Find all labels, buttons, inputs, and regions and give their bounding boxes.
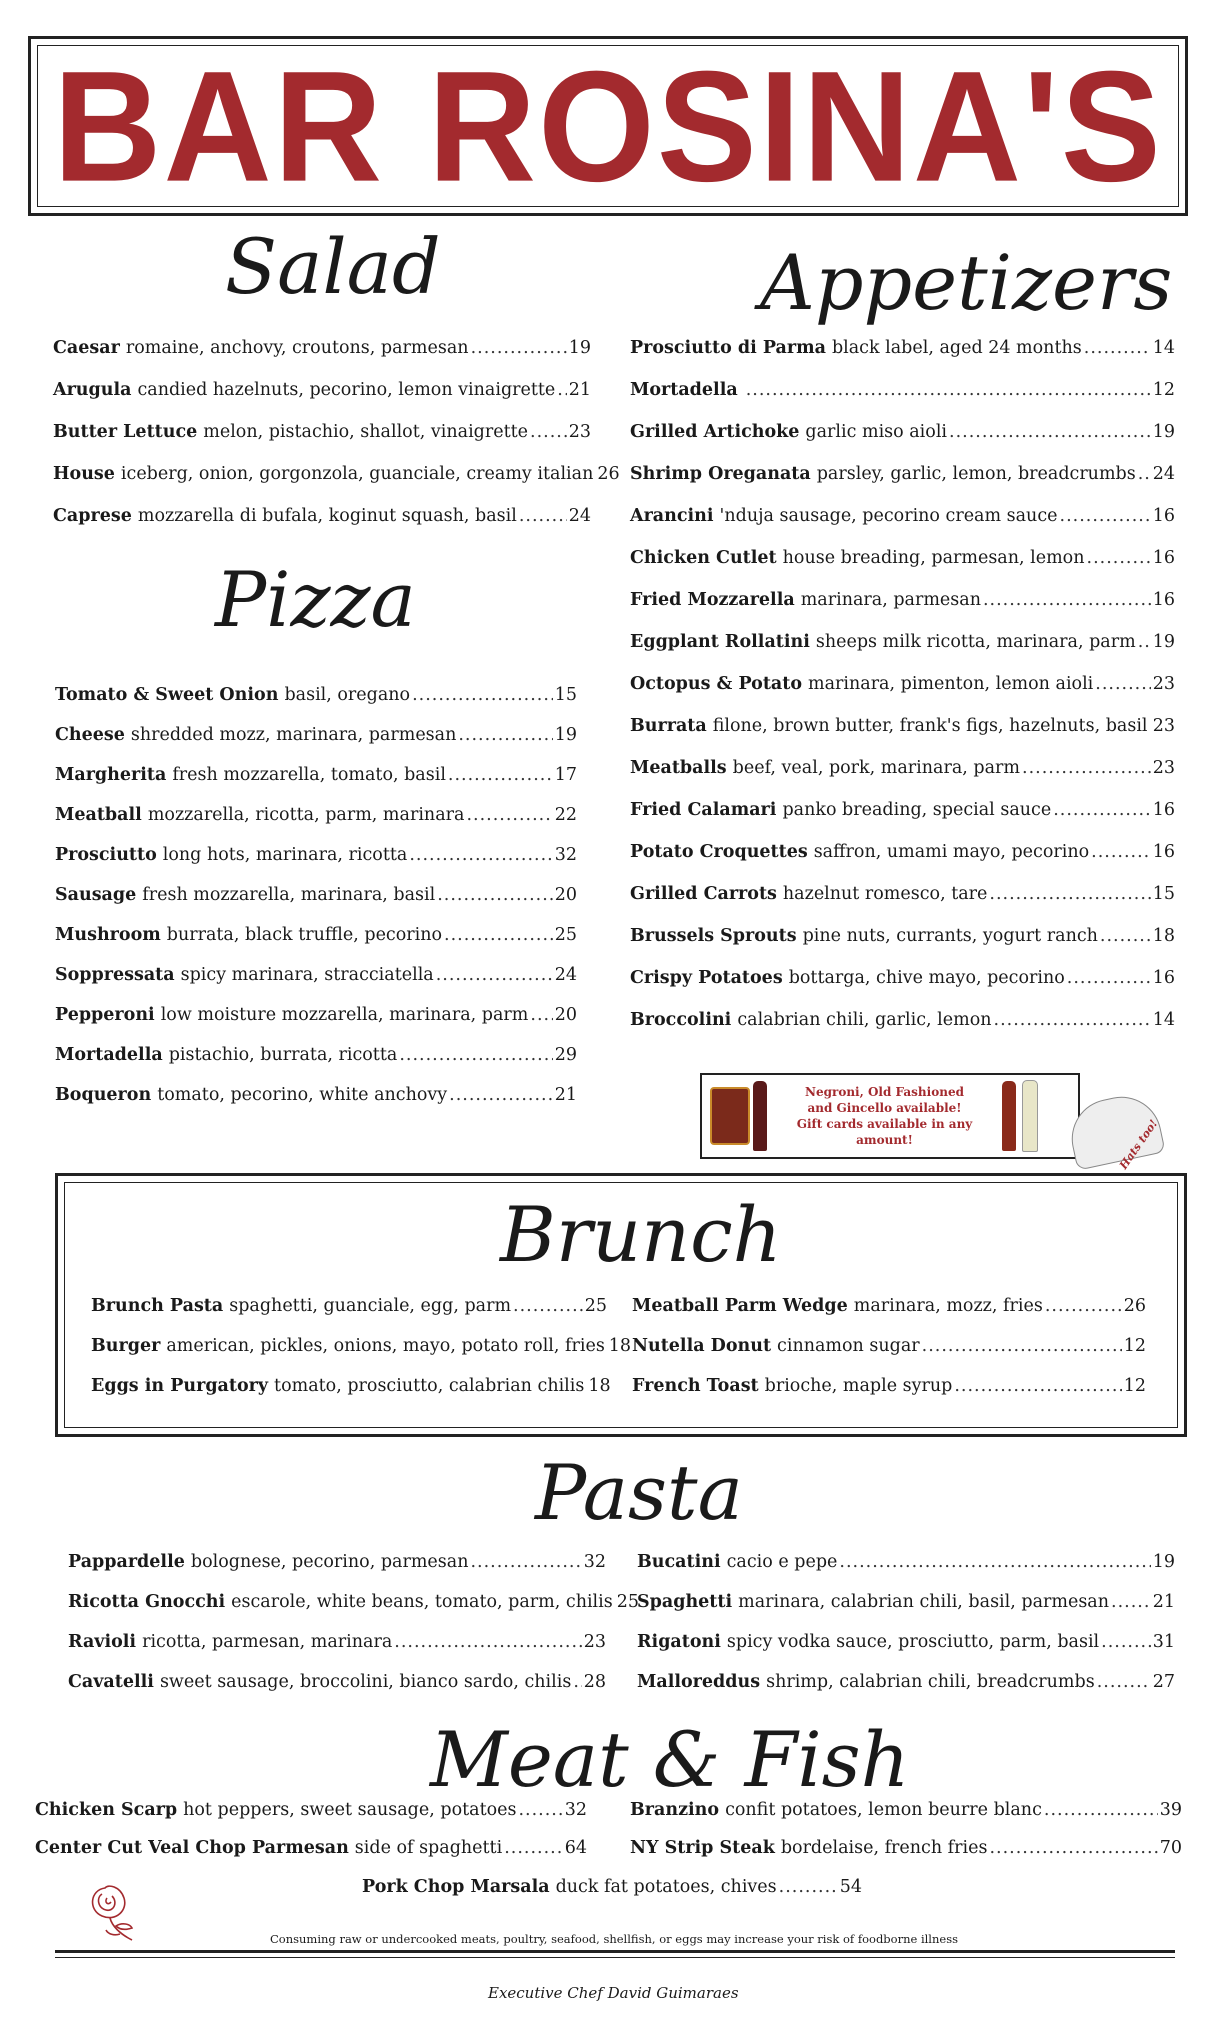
- menu-item-price: 64: [564, 1838, 587, 1858]
- menu-item-description: iceberg, onion, gorgonzola, guanciale, creamy italian: [120, 464, 594, 484]
- menu-item: [68, 1552, 606, 1573]
- section-title-meat-fish: Meat & Fish: [430, 1715, 910, 1804]
- menu-item-price: 18: [1152, 926, 1175, 946]
- leader-dots: [530, 1005, 552, 1026]
- menu-item-name: Mushroom: [55, 925, 161, 945]
- menu-item-price: 22: [554, 805, 577, 825]
- menu-item-description: ricotta, parmesan, marinara: [142, 1632, 393, 1652]
- menu-item: [630, 800, 1175, 821]
- menu-item-price: 16: [1152, 506, 1175, 526]
- menu-item-price: 70: [1159, 1838, 1182, 1858]
- menu-item-name: Margherita: [55, 765, 167, 785]
- leader-dots: [519, 506, 567, 527]
- menu-item-price: 12: [1123, 1336, 1146, 1356]
- menu-item: [630, 1838, 1182, 1859]
- leader-dots: [989, 1838, 1157, 1859]
- menu-item-price: 26: [597, 464, 620, 484]
- menu-item: [632, 1296, 1146, 1317]
- menu-item-name: Burger: [91, 1336, 161, 1356]
- menu-item-name: Octopus & Potato: [630, 674, 802, 694]
- menu-item-description: melon, pistachio, shallot, vinaigrette: [203, 422, 529, 442]
- section-title-brunch: Brunch: [500, 1190, 782, 1279]
- sauce-jar-image: [710, 1087, 750, 1145]
- menu-item-name: Meatball Parm Wedge: [632, 1296, 848, 1316]
- menu-item-name: Burrata: [630, 716, 707, 736]
- menu-item-price: 32: [583, 1552, 606, 1572]
- menu-item-description: filone, brown butter, frank's figs, hazelnuts, basil: [712, 716, 1148, 736]
- leader-dots: [954, 1376, 1121, 1397]
- menu-item-price: 21: [1152, 1592, 1175, 1612]
- section-title-pizza: Pizza: [215, 555, 416, 644]
- menu-item-price: 21: [568, 380, 591, 400]
- menu-item: [55, 965, 577, 986]
- menu-item: [35, 1838, 587, 1859]
- menu-item: [55, 805, 577, 826]
- leader-dots: [409, 845, 552, 866]
- menu-item-name: Fried Calamari: [630, 800, 777, 820]
- leader-dots: [1044, 1800, 1158, 1821]
- menu-item-name: Soppressata: [55, 965, 175, 985]
- menu-item-name: Bucatini: [637, 1552, 721, 1572]
- menu-item-price: 18: [608, 1336, 632, 1356]
- menu-item-price: 18: [588, 1376, 611, 1396]
- menu-item-name: Brussels Sprouts: [630, 926, 797, 946]
- menu-item-description: fresh mozzarella, tomato, basil: [172, 765, 446, 785]
- menu-item-description: shredded mozz, marinara, parmesan: [130, 725, 457, 745]
- menu-item-description: pistachio, burrata, ricotta: [168, 1045, 398, 1065]
- menu-item-name: Eggs in Purgatory: [91, 1376, 269, 1396]
- menu-item-description: panko breading, special sauce: [782, 800, 1052, 820]
- menu-item: [630, 380, 1175, 401]
- menu-item-name: Cheese: [55, 725, 125, 745]
- menu-item-name: Chicken Cutlet: [630, 548, 777, 568]
- leader-dots: [518, 1800, 562, 1821]
- leader-dots: [1045, 1296, 1122, 1317]
- menu-item-name: Boqueron: [55, 1085, 152, 1105]
- menu-item: [630, 884, 1175, 905]
- menu-item-name: Chicken Scarp: [35, 1800, 178, 1820]
- leader-dots: [922, 1336, 1122, 1357]
- menu-item-price: 19: [568, 338, 591, 358]
- menu-item: [630, 716, 1175, 737]
- meat-right-list: [630, 1800, 1182, 1876]
- menu-item-description: parsley, garlic, lemon, breadcrumbs: [816, 464, 1136, 484]
- leader-dots: [466, 805, 552, 826]
- menu-item-name: Mortadella: [630, 380, 738, 400]
- menu-item: [55, 925, 577, 946]
- menu-item-price: 28: [583, 1672, 606, 1692]
- leader-dots: [949, 422, 1151, 443]
- menu-item-price: 25: [554, 925, 577, 945]
- menu-item-description: bolognese, pecorino, parmesan: [190, 1552, 469, 1572]
- menu-item-name: Ricotta Gnocchi: [68, 1592, 226, 1612]
- menu-item-name: Center Cut Veal Chop Parmesan: [35, 1838, 349, 1858]
- menu-item: [53, 338, 591, 359]
- leader-dots: [1138, 632, 1151, 653]
- menu-item-name: Pappardelle: [68, 1552, 185, 1572]
- menu-item-price: 23: [568, 422, 591, 442]
- hats-label: Hats too!: [1116, 1117, 1161, 1172]
- menu-item-name: Potato Croquettes: [630, 842, 808, 862]
- menu-item-description: fresh mozzarella, marinara, basil: [142, 885, 436, 905]
- menu-item: [55, 1085, 577, 1106]
- leader-dots: [444, 925, 553, 946]
- leader-dots: [1095, 674, 1150, 695]
- menu-item: [632, 1376, 1146, 1397]
- menu-item-price: 31: [1152, 1632, 1175, 1652]
- footer-rule-thin: [55, 1957, 1175, 1958]
- promo-line-1: Negroni, Old Fashioned: [805, 1084, 964, 1099]
- menu-item: [55, 765, 577, 786]
- menu-item-description: marinara, pimenton, lemon aioli: [808, 674, 1094, 694]
- menu-item-description: american, pickles, onions, mayo, potato roll, fries: [166, 1336, 605, 1356]
- menu-item-price: 16: [1152, 968, 1175, 988]
- menu-item-name: Fried Mozzarella: [630, 590, 795, 610]
- menu-item-name: House: [53, 464, 115, 484]
- menu-item: [53, 422, 591, 443]
- menu-item-price: 21: [554, 1085, 577, 1105]
- menu-item-name: Pork Chop Marsala: [362, 1877, 550, 1897]
- menu-item-description: cacio e pepe: [726, 1552, 838, 1572]
- leader-dots: [437, 885, 553, 906]
- menu-item-name: Rigatoni: [637, 1632, 721, 1652]
- menu-item-description: black label, aged 24 months: [831, 338, 1082, 358]
- menu-item-description: hot peppers, sweet sausage, potatoes: [183, 1800, 517, 1820]
- menu-item-price: 24: [1152, 464, 1175, 484]
- menu-item-name: Arancini: [630, 506, 714, 526]
- menu-item-price: 24: [554, 965, 577, 985]
- leader-dots: [470, 1552, 581, 1573]
- leader-dots: [779, 1877, 838, 1898]
- menu-item-description: escarole, white beans, tomato, parm, chilis: [231, 1592, 613, 1612]
- menu-item-description: candied hazelnuts, pecorino, lemon vinaigrette: [137, 380, 556, 400]
- menu-item: [630, 1800, 1182, 1821]
- promo-text: [770, 1084, 999, 1149]
- menu-item-description: mozzarella, ricotta, parm, marinara: [147, 805, 465, 825]
- leader-dots: [504, 1838, 563, 1859]
- menu-item-description: duck fat potatoes, chives: [555, 1877, 777, 1897]
- menu-item-price: 23: [1152, 674, 1175, 694]
- menu-item: [55, 1045, 577, 1066]
- menu-item-name: French Toast: [632, 1376, 759, 1396]
- menu-item-name: Ravioli: [68, 1632, 137, 1652]
- leader-dots: [399, 1045, 552, 1066]
- menu-item-name: Pepperoni: [55, 1005, 155, 1025]
- leader-dots: [1111, 1592, 1151, 1613]
- leader-dots: [839, 1552, 1150, 1573]
- menu-item-name: Eggplant Rollatini: [630, 632, 810, 652]
- leader-dots: [513, 1296, 583, 1317]
- leader-dots: [1067, 968, 1151, 989]
- leader-dots: [471, 338, 567, 359]
- leader-dots: [746, 380, 1151, 401]
- menu-item-description: house breading, parmesan, lemon: [782, 548, 1085, 568]
- menu-item: [55, 885, 577, 906]
- menu-item: [53, 506, 591, 527]
- promo-line-2: and Gincello available!: [807, 1100, 962, 1115]
- leader-dots: [1087, 548, 1151, 569]
- menu-item: [55, 845, 577, 866]
- menu-item-name: Butter Lettuce: [53, 422, 198, 442]
- menu-item-description: spicy vodka sauce, prosciutto, parm, basil: [726, 1632, 1100, 1652]
- menu-item: [68, 1672, 606, 1693]
- leader-dots: [983, 590, 1151, 611]
- leader-dots: [1097, 1672, 1151, 1693]
- leader-dots: [994, 1010, 1151, 1031]
- menu-item-price: 19: [1152, 632, 1175, 652]
- menu-item-name: Meatballs: [630, 758, 727, 778]
- leader-dots: [1060, 506, 1151, 527]
- menu-item: [53, 380, 591, 401]
- menu-item-name: Meatball: [55, 805, 142, 825]
- menu-item-description: marinara, parmesan: [800, 590, 981, 610]
- menu-item: [630, 1010, 1175, 1031]
- menu-item-description: sweet sausage, broccolini, bianco sardo, chilis: [159, 1672, 572, 1692]
- menu-item-price: 23: [1152, 758, 1175, 778]
- leader-dots: [1100, 926, 1151, 947]
- menu-item-description: romaine, anchovy, croutons, parmesan: [125, 338, 469, 358]
- menu-item-name: Mortadella: [55, 1045, 163, 1065]
- menu-item: [630, 464, 1175, 485]
- promo-line-3: Gift cards available in any amount!: [796, 1117, 973, 1148]
- menu-item: [68, 1632, 606, 1653]
- menu-item-description: tomato, prosciutto, calabrian chilis: [274, 1376, 585, 1396]
- menu-item-description: long hots, marinara, ricotta: [162, 845, 408, 865]
- menu-item-description: bottarga, chive mayo, pecorino: [788, 968, 1065, 988]
- menu-item-price: 25: [616, 1592, 640, 1612]
- menu-item-description: spaghetti, guanciale, egg, parm: [229, 1296, 512, 1316]
- menu-item-price: 12: [1152, 380, 1175, 400]
- menu-item-price: 14: [1152, 338, 1175, 358]
- menu-item: [630, 968, 1175, 989]
- menu-item-price: 54: [839, 1877, 862, 1897]
- menu-item-name: Caprese: [53, 506, 132, 526]
- menu-item-price: 32: [564, 1800, 587, 1820]
- menu-item: [630, 422, 1175, 443]
- menu-item-description: cinnamon sugar: [777, 1336, 920, 1356]
- menu-item-price: 14: [1152, 1010, 1175, 1030]
- liqueur-bottle-image: [1002, 1081, 1016, 1151]
- pizza-list: [55, 685, 577, 1125]
- menu-item-description: 'nduja sausage, pecorino cream sauce: [719, 506, 1058, 526]
- menu-item-price: 19: [554, 725, 577, 745]
- leader-dots: [1091, 842, 1151, 863]
- menu-item: [55, 1005, 577, 1026]
- menu-item-description: garlic miso aioli: [805, 422, 948, 442]
- menu-item-description: side of spaghetti: [354, 1838, 503, 1858]
- rose-icon: [80, 1880, 150, 1944]
- menu-item: [53, 464, 620, 485]
- leader-dots: [530, 422, 567, 443]
- menu-item-name: Malloreddus: [637, 1672, 761, 1692]
- menu-item-description: saffron, umami mayo, pecorino: [813, 842, 1090, 862]
- footer-rule-thick: [55, 1950, 1175, 1953]
- menu-item-name: Tomato & Sweet Onion: [55, 685, 279, 705]
- menu-item-name: Prosciutto di Parma: [630, 338, 826, 358]
- menu-item: [630, 674, 1175, 695]
- gincello-bottle-image: [1022, 1080, 1038, 1152]
- menu-item: [637, 1672, 1175, 1693]
- menu-item: [35, 1800, 587, 1821]
- menu-item-price: 16: [1152, 842, 1175, 862]
- menu-item-price: 15: [1152, 884, 1175, 904]
- menu-item-description: burrata, black truffle, pecorino: [166, 925, 443, 945]
- menu-item-description: shrimp, calabrian chili, breadcrumbs: [766, 1672, 1095, 1692]
- salad-list: [53, 338, 620, 548]
- promo-banner: [700, 1073, 1080, 1159]
- menu-item-price: 16: [1152, 800, 1175, 820]
- menu-item-name: Sausage: [55, 885, 137, 905]
- leader-dots: [1084, 338, 1151, 359]
- section-title-appetizers: Appetizers: [760, 238, 1173, 327]
- menu-item: [630, 548, 1175, 569]
- menu-item: [630, 842, 1175, 863]
- leader-dots: [412, 685, 553, 706]
- leader-dots: [436, 965, 553, 986]
- meat-center-item: [362, 1877, 862, 1898]
- menu-item-description: basil, oregano: [284, 685, 411, 705]
- menu-item-description: tomato, pecorino, white anchovy: [157, 1085, 448, 1105]
- menu-item-price: 19: [1152, 422, 1175, 442]
- menu-item-description: hazelnut romesco, tare: [782, 884, 988, 904]
- pasta-left-list: [68, 1552, 640, 1712]
- menu-item-description: pine nuts, currants, yogurt ranch: [802, 926, 1098, 946]
- menu-item-price: 23: [1152, 716, 1175, 736]
- menu-item-name: Branzino: [630, 1800, 720, 1820]
- menu-item: [55, 685, 577, 706]
- menu-item-name: Nutella Donut: [632, 1336, 772, 1356]
- brunch-left-list: [91, 1296, 632, 1416]
- header-frame: [28, 36, 1188, 216]
- leader-dots: [573, 1672, 581, 1693]
- menu-item: [637, 1552, 1175, 1573]
- menu-item-description: beef, veal, pork, marinara, parm: [732, 758, 1020, 778]
- menu-item: [637, 1592, 1175, 1613]
- leader-dots: [1053, 800, 1151, 821]
- menu-item: [91, 1376, 611, 1397]
- section-title-pasta: Pasta: [535, 1448, 743, 1537]
- menu-item-description: low moisture mozzarella, marinara, parm: [160, 1005, 529, 1025]
- menu-item-price: 27: [1152, 1672, 1175, 1692]
- pasta-right-list: [637, 1552, 1175, 1712]
- menu-item: [637, 1632, 1175, 1653]
- menu-item-price: 15: [554, 685, 577, 705]
- menu-item: [632, 1336, 1146, 1357]
- menu-item: [91, 1296, 607, 1317]
- menu-item-price: 19: [1152, 1552, 1175, 1572]
- leader-dots: [448, 765, 553, 786]
- header-inner-border: [37, 37, 1179, 215]
- menu-item-price: 29: [554, 1045, 577, 1065]
- leader-dots: [1101, 1632, 1151, 1653]
- section-title-salad: Salad: [225, 222, 441, 311]
- wine-bottle-image: [753, 1081, 767, 1151]
- menu-item-name: Grilled Carrots: [630, 884, 777, 904]
- menu-item-name: Arugula: [53, 380, 132, 400]
- menu-item-name: NY Strip Steak: [630, 1838, 775, 1858]
- menu-item-name: Spaghetti: [637, 1592, 733, 1612]
- menu-item: [630, 926, 1175, 947]
- menu-item-description: confit potatoes, lemon beurre blanc: [725, 1800, 1042, 1820]
- menu-item-description: spicy marinara, stracciatella: [180, 965, 434, 985]
- menu-item-description: calabrian chili, garlic, lemon: [737, 1010, 992, 1030]
- menu-item-description: brioche, maple syrup: [764, 1376, 953, 1396]
- leader-dots: [557, 380, 566, 401]
- menu-item: [630, 506, 1175, 527]
- menu-item: [630, 338, 1175, 359]
- leader-dots: [394, 1632, 581, 1653]
- menu-item-description: mozzarella di bufala, koginut squash, basil: [137, 506, 517, 526]
- menu-item-name: Brunch Pasta: [91, 1296, 224, 1316]
- meat-left-list: [35, 1800, 587, 1876]
- menu-item-name: Prosciutto: [55, 845, 157, 865]
- menu-item-name: Caesar: [53, 338, 120, 358]
- leader-dots: [1150, 716, 1151, 737]
- leader-dots: [449, 1085, 553, 1106]
- menu-item: [630, 758, 1175, 779]
- restaurant-logo: BAR ROSINA'S: [53, 37, 1163, 215]
- menu-item-description: bordelaise, french fries: [780, 1838, 988, 1858]
- leader-dots: [1138, 464, 1151, 485]
- menu-item-name: Grilled Artichoke: [630, 422, 800, 442]
- menu-item-price: 23: [583, 1632, 606, 1652]
- menu-item-description: marinara, calabrian chili, basil, parmesan: [738, 1592, 1110, 1612]
- menu-item: [68, 1592, 640, 1613]
- menu-item-price: 39: [1159, 1800, 1182, 1820]
- menu-item-description: marinara, mozz, fries: [853, 1296, 1043, 1316]
- appetizers-list: [630, 338, 1175, 1052]
- menu-item: [91, 1336, 632, 1357]
- menu-item-price: 32: [554, 845, 577, 865]
- menu-item-name: Shrimp Oreganata: [630, 464, 811, 484]
- menu-item: [630, 632, 1175, 653]
- menu-item: [362, 1877, 862, 1898]
- menu-item-name: Crispy Potatoes: [630, 968, 783, 988]
- menu-item-description: sheeps milk ricotta, marinara, parm: [815, 632, 1136, 652]
- menu-item-price: 16: [1152, 548, 1175, 568]
- menu-item: [55, 725, 577, 746]
- leader-dots: [458, 725, 552, 746]
- menu-item-price: 24: [568, 506, 591, 526]
- menu-item: [630, 590, 1175, 611]
- menu-item-price: 16: [1152, 590, 1175, 610]
- menu-item-price: 20: [554, 1005, 577, 1025]
- brunch-right-list: [632, 1296, 1146, 1416]
- menu-item-name: Broccolini: [630, 1010, 732, 1030]
- food-safety-warning: Consuming raw or undercooked meats, poultry, seafood, shellfish, or eggs may increase your risk of foodborne illness: [270, 1932, 959, 1946]
- menu-item-price: 17: [554, 765, 577, 785]
- executive-chef: Executive Chef David Guimaraes: [488, 1984, 739, 2002]
- leader-dots: [989, 884, 1150, 905]
- menu-item-price: 25: [584, 1296, 607, 1316]
- menu-item-price: 20: [554, 885, 577, 905]
- menu-item-name: Cavatelli: [68, 1672, 154, 1692]
- leader-dots: [1022, 758, 1151, 779]
- menu-item-price: 26: [1123, 1296, 1146, 1316]
- menu-item-price: 12: [1123, 1376, 1146, 1396]
